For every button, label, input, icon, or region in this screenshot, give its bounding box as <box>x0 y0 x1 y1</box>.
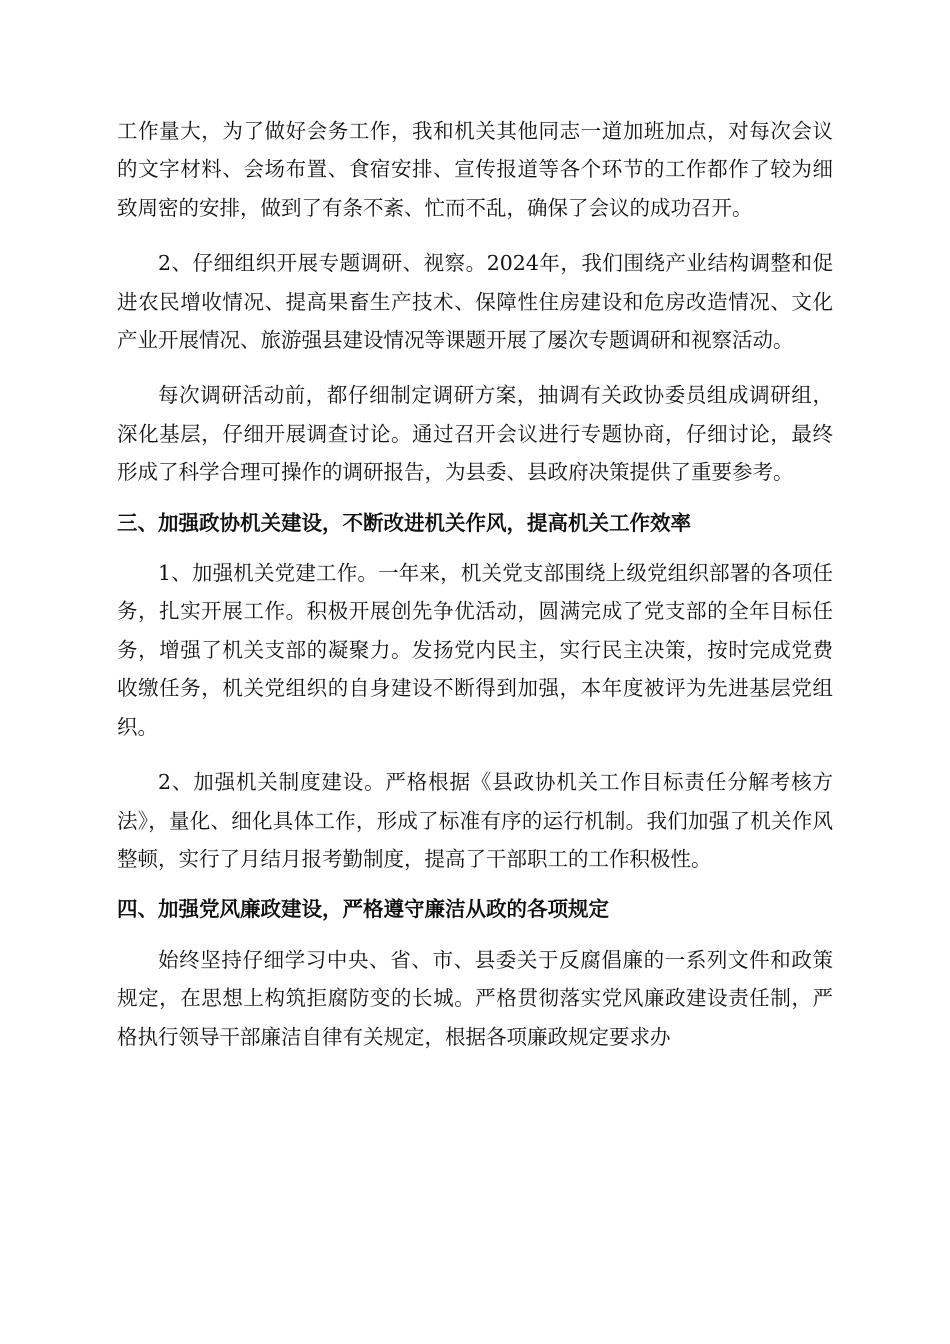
paragraph-integrity: 始终坚持仔细学习中央、省、市、县委关于反腐倡廉的一系列文件和政策规定，在思想上构筑拒腐防变的长城。严格贯彻落实党风廉政建设责任制，严格执行领导干部廉洁自律有关规定，根据各项廉政规定要求办 <box>117 947 833 1049</box>
paragraph-gap <box>117 929 833 941</box>
paragraph-gap <box>117 359 833 376</box>
paragraph-meeting-work: 工作量大，为了做好会务工作，我和机关其他同志一道加班加点，对每次会议的文字材料、会场布置、食宿安排、宣传报道等各个环节的工作都作了较为细致周密的安排，做到了有条不紊、忙而不乱，确保了会议的成功召开。 <box>117 119 833 220</box>
paragraph-gap <box>117 878 833 890</box>
paragraph-party-building: 1、加强机关党建工作。一年来，机关党支部围绕上级党组织部署的各项任务，扎实开展工作。积极开展创先争优活动，圆满完成了党支部的全年目标任务，增强了机关支部的凝聚力。发扬党内民主，实行民主决策，按时完成党费收缴任务，机关党组织的自身建设不断得到加强，本年度被评为先进基层党组织。 <box>117 561 833 739</box>
paragraph-gap <box>117 746 833 763</box>
section-heading-4: 四、加强党风廉政建设，严格遵守廉洁从政的各项规定 <box>117 897 609 922</box>
document-page <box>117 112 833 1056</box>
paragraph-system-building: 2、加强机关制度建设。严格根据《县政协机关工作目标责任分解考核方法》，量化、细化具体工作，形成了标准有序的运行机制。我们加强了机关作风整顿，实行了月结月报考勤制度，提高了干部职工的工作积极性。 <box>117 770 833 871</box>
paragraph-special-survey: 2、仔细组织开展专题调研、视察。2024年，我们围绕产业结构调整和促进农民增收情况、提高果畜生产技术、保障性住房建设和危房改造情况、文化产业开展情况、旅游强县建设情况等课题开展了屡次专题调研和视察活动。 <box>117 251 833 353</box>
paragraph-gap <box>117 542 833 554</box>
paragraph-survey-detail: 每次调研活动前，都仔细制定调研方案，抽调有关政协委员组成调研组，深化基层，仔细开展调查讨论。通过召开会议进行专题协商，仔细讨论，最终形成了科学合理可操作的调研报告，为县委、县政府决策提供了重要参考。 <box>117 383 833 485</box>
section-heading-3: 三、加强政协机关建设，不断改进机关作风，提高机关工作效率 <box>117 510 691 535</box>
paragraph-gap <box>117 227 833 244</box>
paragraph-gap <box>117 492 833 504</box>
